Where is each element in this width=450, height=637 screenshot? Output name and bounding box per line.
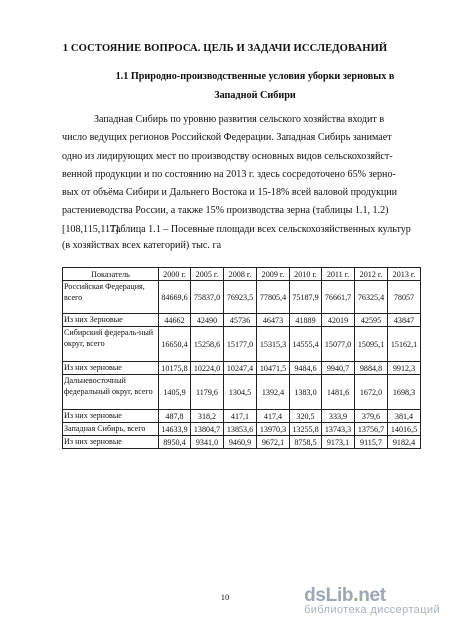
row-label: Из них зерновые	[63, 436, 159, 449]
table-cell: 10224,0	[191, 362, 224, 375]
table-cell: 15095,1	[355, 327, 388, 362]
table-cell: 1672,0	[355, 375, 388, 410]
table-cell: 1405,9	[159, 375, 191, 410]
table-cell: 13743,3	[322, 423, 355, 436]
column-header: 2009 г.	[257, 268, 290, 281]
table-cell: 318,2	[191, 410, 224, 423]
table-cell: 16650,4	[159, 327, 191, 362]
table-cell: 45736	[224, 314, 257, 327]
body-paragraph	[62, 111, 422, 239]
table-cell: 320,5	[290, 410, 322, 423]
row-label: Из них Зерновые	[63, 314, 159, 327]
table-cell: 13756,7	[355, 423, 388, 436]
table-cell: 14555,4	[290, 327, 322, 362]
paragraph-line: [108,115,117].	[62, 223, 121, 235]
column-header: 2012 г.	[355, 268, 388, 281]
table-cell: 15077,0	[322, 327, 355, 362]
table-cell: 9940,7	[322, 362, 355, 375]
table-cell: 13804,7	[191, 423, 224, 436]
sown-area-table	[62, 267, 421, 449]
table-cell: 1179,6	[191, 375, 224, 410]
page-number: 10	[220, 592, 230, 602]
column-header: 2000 г.	[159, 268, 191, 281]
table-cell: 42490	[191, 314, 224, 327]
table-cell: 44662	[159, 314, 191, 327]
table-cell: 379,6	[355, 410, 388, 423]
table-cell: 76923,5	[224, 281, 257, 314]
table-cell: 9460,9	[224, 436, 257, 449]
table-cell: 15162,1	[388, 327, 421, 362]
table-cell: 15177,0	[224, 327, 257, 362]
table-cell: 9484,6	[290, 362, 322, 375]
watermark-logo: dsLib.net	[304, 585, 386, 606]
table-cell: 1481,6	[322, 375, 355, 410]
table-cell: 46473	[257, 314, 290, 327]
row-label: Из них зерновые	[63, 410, 159, 423]
table-body	[63, 281, 421, 449]
row-label: Западная Сибирь, всего	[63, 423, 159, 436]
table-row	[63, 362, 421, 375]
table-cell: 78057	[388, 281, 421, 314]
table-cell: 9341,0	[191, 436, 224, 449]
table-cell: 14633,9	[159, 423, 191, 436]
section-heading: 1 СОСТОЯНИЕ ВОПРОСА. ЦЕЛЬ И ЗАДАЧИ ИССЛЕДОВАНИЙ	[62, 43, 388, 54]
table-cell: 43847	[388, 314, 421, 327]
table-cell: 77805,4	[257, 281, 290, 314]
table-cell: 75837,0	[191, 281, 224, 314]
table-cell: 13853,6	[224, 423, 257, 436]
subheading-line: Западной Сибири	[214, 90, 296, 101]
table-cell: 10247,4	[224, 362, 257, 375]
column-header: Показатель	[63, 268, 159, 281]
row-label: Дальневосточный федеральный округ, всего	[63, 375, 159, 410]
row-label: Российская Федерация, всего	[63, 281, 159, 314]
table-cell: 9912,3	[388, 362, 421, 375]
table-cell: 8950,4	[159, 436, 191, 449]
table-cell: 9173,1	[322, 436, 355, 449]
table-cell: 10471,5	[257, 362, 290, 375]
table-row	[63, 410, 421, 423]
table-cell: 41889	[290, 314, 322, 327]
table-cell: 76325,4	[355, 281, 388, 314]
table-cell: 1383,0	[290, 375, 322, 410]
table-row	[63, 327, 421, 362]
table-cell: 9884,8	[355, 362, 388, 375]
table-row	[63, 314, 421, 327]
column-header: 2005 г.	[191, 268, 224, 281]
table-row	[63, 436, 421, 449]
paragraph-line: растениеводства России, а также 15% производства зерна (таблицы 1.1, 1.2)	[62, 205, 389, 217]
table-cell: 9115,7	[355, 436, 388, 449]
column-header: 2008 г.	[224, 268, 257, 281]
table-cell: 75187,9	[290, 281, 322, 314]
table-cell: 42595	[355, 314, 388, 327]
watermark-subtitle: библиотека диссертаций	[304, 604, 440, 616]
table-cell: 13255,8	[290, 423, 322, 436]
table-cell: 1304,5	[224, 375, 257, 410]
caption-line: Таблица 1.1 – Посевные площади всех сельскохозяйственных культур	[110, 224, 411, 235]
subsection-heading	[90, 67, 420, 105]
caption-line: (в хозяйствах всех категорий) тыс. га	[62, 240, 222, 251]
table-cell: 76661,7	[322, 281, 355, 314]
table-cell: 13970,3	[257, 423, 290, 436]
table-cell: 15315,3	[257, 327, 290, 362]
table-cell: 14016,5	[388, 423, 421, 436]
paragraph-line: венной продукции и по состоянию на 2013 г. здесь сосредоточено 65% зерно-	[62, 168, 396, 180]
paragraph-line: вых от объёма Сибири и Дальнего Востока и 15-18% всей валовой продукции	[62, 187, 398, 199]
table-cell: 417,4	[257, 410, 290, 423]
subheading-line: 1.1 Природно-производственные условия уборки зерновых в	[115, 71, 395, 82]
column-header: 2010 г.	[290, 268, 322, 281]
column-header: 2011 г.	[322, 268, 355, 281]
table-cell: 9672,1	[257, 436, 290, 449]
table-cell: 487,8	[159, 410, 191, 423]
table-row	[63, 375, 421, 410]
paragraph-line: Западная Сибирь по уровню развития сельского хозяйства входит в	[94, 114, 385, 125]
row-label: Сибирский федераль-ный округ, всего	[63, 327, 159, 362]
paragraph-line: число ведущих регионов Российской Федерации. Западная Сибирь занимает	[62, 132, 392, 144]
paragraph-line: одно из лидирующих мест по производству основных видов сельскохозяйст-	[62, 150, 393, 162]
table-caption	[62, 222, 422, 254]
table-cell: 333,9	[322, 410, 355, 423]
table-cell: 9182,4	[388, 436, 421, 449]
table-cell: 10175,8	[159, 362, 191, 375]
table-row	[63, 423, 421, 436]
watermark	[304, 585, 440, 616]
table-cell: 417,1	[224, 410, 257, 423]
row-label: Из них зерновые	[63, 362, 159, 375]
table-header-row	[63, 268, 421, 281]
table-cell: 1392,4	[257, 375, 290, 410]
table-cell: 42019	[322, 314, 355, 327]
table-cell: 84669,6	[159, 281, 191, 314]
table-cell: 8758,5	[290, 436, 322, 449]
table-row	[63, 281, 421, 314]
table-cell: 381,4	[388, 410, 421, 423]
table-cell: 15258,6	[191, 327, 224, 362]
column-header: 2013 г.	[388, 268, 421, 281]
table-cell: 1698,3	[388, 375, 421, 410]
